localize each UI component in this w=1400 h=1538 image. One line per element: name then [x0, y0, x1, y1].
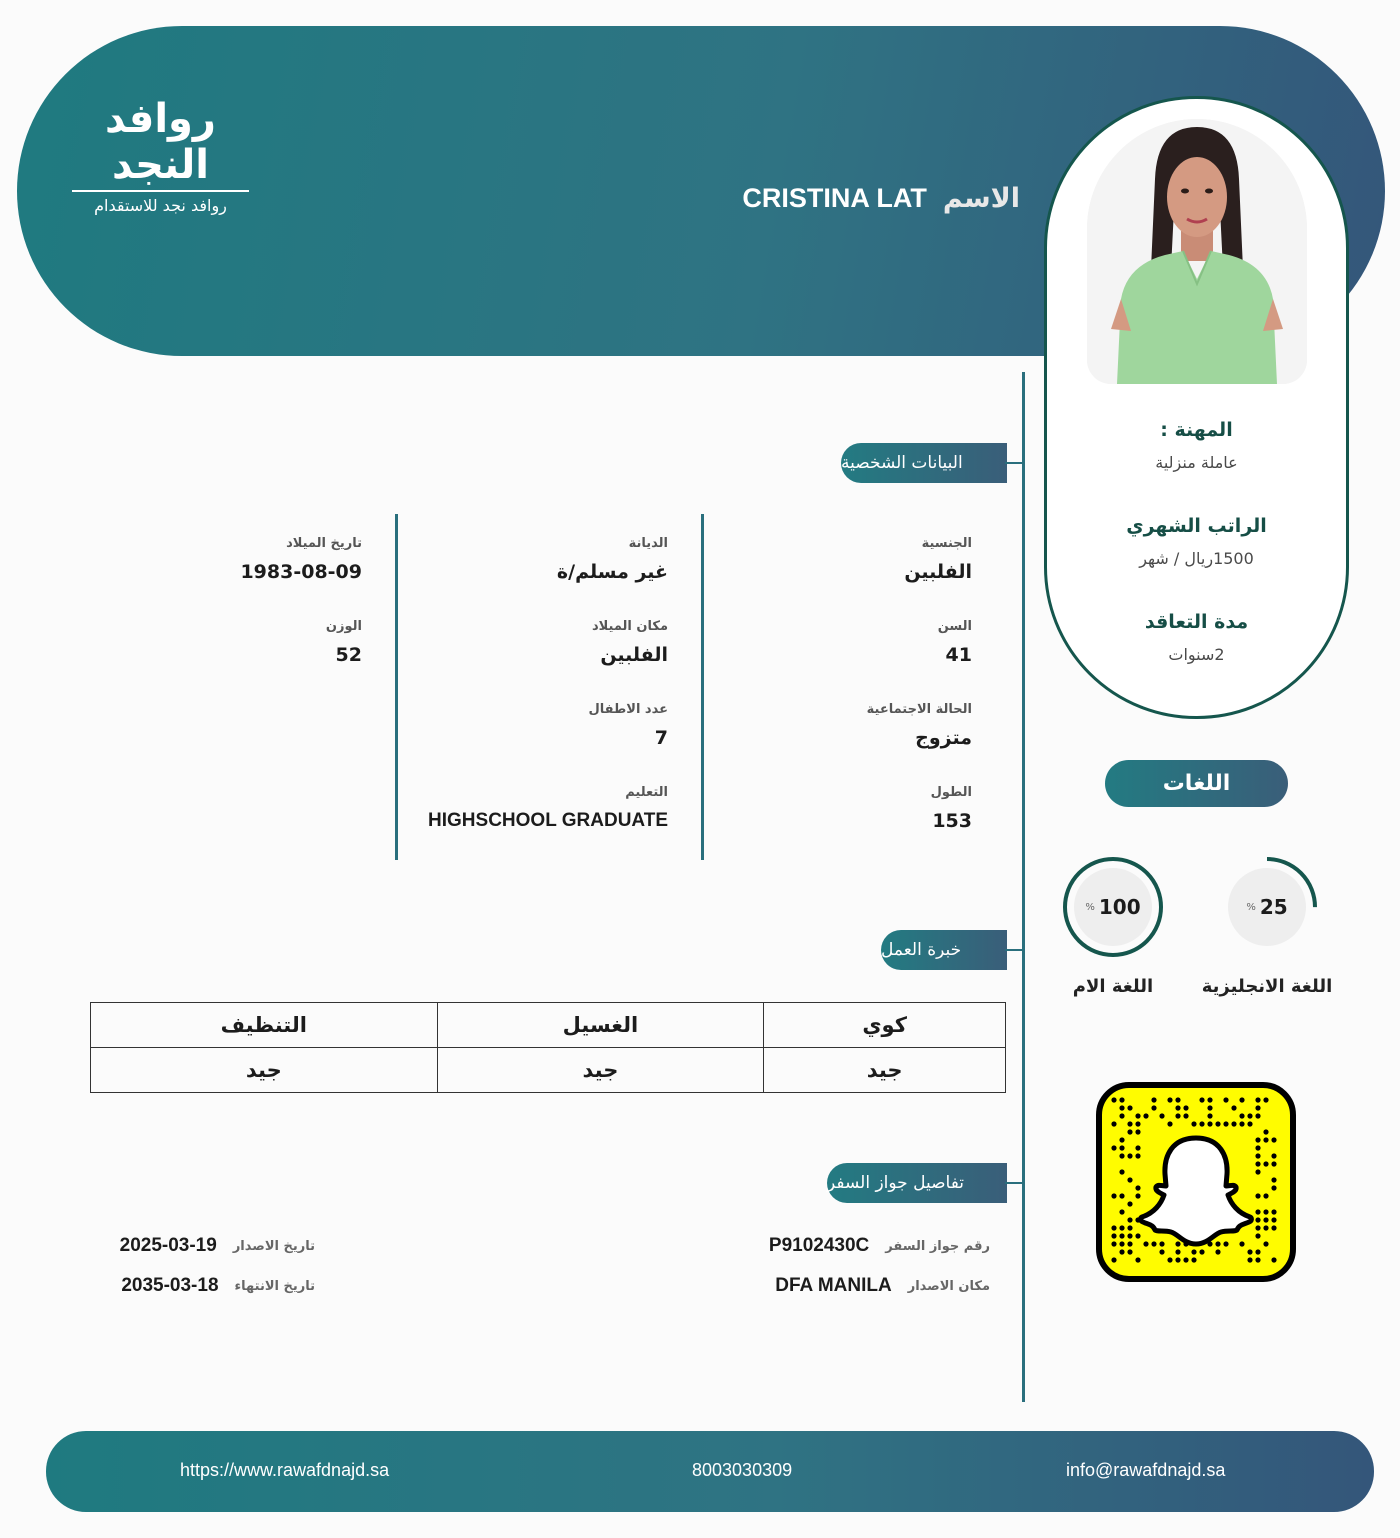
section-passport-details: تفاصيل جواز السفر [827, 1163, 1007, 1203]
snapcode-dot [1255, 1105, 1260, 1110]
candidate-name-row [600, 178, 1020, 218]
snapcode-dot [1271, 1209, 1276, 1214]
snapcode-dot [1135, 1233, 1140, 1238]
language-gauge-english [1216, 856, 1318, 958]
snapcode-dot [1255, 1161, 1260, 1166]
snapcode-dot [1223, 1097, 1228, 1102]
snapcode-dot [1127, 1105, 1132, 1110]
religion-value: غير مسلم/ة [556, 561, 668, 583]
footer-email-link[interactable]: info@rawafdnajd.sa [1066, 1460, 1226, 1480]
snapcode-dot [1135, 1121, 1140, 1126]
profile-card [1044, 96, 1349, 719]
snapcode-dot [1215, 1241, 1220, 1246]
field-height [931, 785, 972, 832]
snapcode-dot [1111, 1225, 1116, 1230]
field-education [428, 785, 668, 832]
snapcode-dot [1127, 1241, 1132, 1246]
percent-sign: % [1085, 901, 1095, 913]
snapcode-dot [1111, 1193, 1116, 1198]
skill-level: جيد [437, 1048, 764, 1093]
snapcode-dot [1119, 1153, 1124, 1158]
snapcode-dot [1135, 1257, 1140, 1262]
snapcode-dot [1255, 1097, 1260, 1102]
snapcode-dot [1119, 1097, 1124, 1102]
snapcode-dot [1143, 1113, 1148, 1118]
snapcode-dot [1127, 1217, 1132, 1222]
snapcode-dot [1207, 1121, 1212, 1126]
skills-header-row [91, 1003, 1006, 1048]
snapcode-dot [1255, 1257, 1260, 1262]
snapcode-dot [1207, 1105, 1212, 1110]
snapcode-dot [1255, 1225, 1260, 1230]
snapcode-dot [1247, 1249, 1252, 1254]
snapcode-dot [1215, 1121, 1220, 1126]
passport-expiry-value: 2035-03-18 [121, 1275, 219, 1296]
snapcode-dot [1127, 1177, 1132, 1182]
snapcode-dot [1175, 1241, 1180, 1246]
snapcode-dot [1111, 1257, 1116, 1262]
snapcode-dot [1247, 1113, 1252, 1118]
snapcode-dot [1111, 1121, 1116, 1126]
snapcode-dot [1159, 1249, 1164, 1254]
weight-label: الوزن [325, 619, 362, 634]
nationality-label: الجنسية [921, 536, 972, 551]
education-label: التعليم [625, 785, 668, 800]
education-value: HIGHSCHOOL GRADUATE [428, 810, 668, 831]
native-level-value: 100 [1098, 895, 1141, 919]
connector [1005, 1182, 1023, 1184]
snapcode-dot [1119, 1209, 1124, 1214]
candidate-name: CRISTINA LAT [742, 182, 927, 213]
gauge-center [1074, 868, 1152, 946]
snapcode-dot [1255, 1153, 1260, 1158]
snapcode-dot [1191, 1121, 1196, 1126]
snapcode-dot [1263, 1161, 1268, 1166]
snapcode-dot [1255, 1233, 1260, 1238]
children-value: 7 [654, 727, 668, 749]
age-value: 41 [945, 644, 972, 666]
footer-phone[interactable]: 8003030309 [692, 1460, 793, 1480]
section-work-experience: خبرة العمل [881, 930, 1007, 970]
snapcode-dot [1255, 1209, 1260, 1214]
snapcode-dot [1271, 1161, 1276, 1166]
snapcode-dot [1175, 1257, 1180, 1262]
skills-table [90, 1002, 1006, 1093]
snapcode-dot [1127, 1225, 1132, 1230]
snapcode-dot [1111, 1145, 1116, 1150]
snapcode-dot [1143, 1241, 1148, 1246]
snapcode-dot [1255, 1137, 1260, 1142]
logo-mark: روافد النجد [105, 96, 216, 188]
field-marital-status [867, 702, 972, 749]
info-column-right [710, 514, 972, 860]
profession-label: المهنة : [1160, 419, 1233, 441]
passport-issue-place-row [775, 1273, 990, 1299]
connector [1005, 462, 1023, 464]
snapcode-dot [1175, 1113, 1180, 1118]
snapcode-dot [1255, 1193, 1260, 1198]
snapcode-dot [1207, 1113, 1212, 1118]
passport-issue-date-row [120, 1233, 315, 1259]
skill-header: التنظيف [91, 1003, 438, 1048]
profession-value: عاملة منزلية [1155, 453, 1238, 472]
snapcode-dot [1119, 1193, 1124, 1198]
profile-info [1047, 419, 1346, 707]
english-level-value: 25 [1259, 895, 1288, 919]
snapcode-dot [1135, 1113, 1140, 1118]
field-age [938, 619, 972, 666]
birthplace-label: مكان الميلاد [591, 619, 668, 634]
nationality-value: الفلبين [904, 561, 972, 583]
snapcode[interactable] [1096, 1082, 1296, 1282]
field-religion [557, 536, 668, 583]
snapcode-dot [1127, 1129, 1132, 1134]
snapcode-dot [1127, 1153, 1132, 1158]
snapcode-dot [1239, 1113, 1244, 1118]
snapcode-dot [1175, 1249, 1180, 1254]
snapcode-dot [1183, 1113, 1188, 1118]
column-divider [395, 514, 398, 860]
footer-website-link[interactable]: https://www.rawafdnajd.sa [180, 1460, 390, 1480]
skills-level-row [91, 1048, 1006, 1093]
snapcode-dot [1263, 1097, 1268, 1102]
snapcode-dot [1271, 1217, 1276, 1222]
snapcode-dot [1239, 1121, 1244, 1126]
passport-number-row [769, 1233, 990, 1259]
snapcode-dot [1255, 1217, 1260, 1222]
snapcode-dot [1263, 1193, 1268, 1198]
passport-issue-place-value: DFA MANILA [775, 1275, 892, 1296]
gauge-center [1228, 868, 1306, 946]
field-nationality [904, 536, 972, 583]
snapcode-dot [1167, 1097, 1172, 1102]
snapcode-dot [1199, 1121, 1204, 1126]
snapcode-dot [1263, 1209, 1268, 1214]
passport-issue-date-value: 2025-03-19 [119, 1235, 217, 1256]
english-language-label: اللغة الانجليزية [1201, 976, 1333, 997]
snapcode-dot [1175, 1097, 1180, 1102]
snapcode-dot [1119, 1233, 1124, 1238]
timeline-line [1022, 372, 1025, 1402]
snapcode-dot [1111, 1097, 1116, 1102]
passport-expiry-row [121, 1273, 315, 1299]
snapcode-dot [1271, 1153, 1276, 1158]
snapcode-dot [1135, 1153, 1140, 1158]
snapcode-dot [1127, 1121, 1132, 1126]
candidate-photo [1087, 119, 1307, 384]
snapcode-dot [1271, 1185, 1276, 1190]
snapcode-dot [1263, 1137, 1268, 1142]
field-children [589, 702, 669, 749]
snapcode-dot [1111, 1233, 1116, 1238]
age-label: السن [937, 619, 972, 634]
candidate-name-label: الاسم [942, 182, 1020, 214]
snapcode-dot [1119, 1169, 1124, 1174]
section-personal-data: البيانات الشخصية [841, 443, 1007, 483]
children-label: عدد الاطفال [588, 702, 668, 717]
snapcode-dot [1263, 1225, 1268, 1230]
snapcode-dot [1191, 1249, 1196, 1254]
skill-header: كوي [764, 1003, 1006, 1048]
contract-label: مدة التعاقد [1144, 611, 1249, 633]
snapcode-dot [1263, 1241, 1268, 1246]
snapcode-dot [1135, 1193, 1140, 1198]
field-birthdate [240, 536, 362, 583]
snapcode-dot [1239, 1241, 1244, 1246]
snapcode-dot [1159, 1241, 1164, 1246]
religion-label: الديانة [628, 536, 668, 551]
snapcode-dot [1263, 1217, 1268, 1222]
snapcode-dot [1271, 1137, 1276, 1142]
birthdate-label: تاريخ الميلاد [286, 536, 362, 551]
snapcode-dot [1183, 1105, 1188, 1110]
contract-value: 2سنوات [1168, 645, 1225, 664]
snapcode-dot [1207, 1097, 1212, 1102]
snapcode-dot [1119, 1113, 1124, 1118]
snapcode-dot [1255, 1249, 1260, 1254]
company-logo[interactable] [68, 96, 253, 215]
snapcode-dot [1247, 1121, 1252, 1126]
snapcode-dot [1119, 1249, 1124, 1254]
snapcode-dot [1223, 1241, 1228, 1246]
snapcode-dot [1239, 1097, 1244, 1102]
native-language-label: اللغة الام [1072, 976, 1154, 997]
snapcode-dot [1127, 1233, 1132, 1238]
snapcode-dot [1135, 1129, 1140, 1134]
height-value: 153 [932, 810, 972, 832]
skill-header: الغسيل [437, 1003, 764, 1048]
snapcode-dot [1271, 1177, 1276, 1182]
snapcode-dot [1119, 1225, 1124, 1230]
personal-info-grid [90, 514, 990, 860]
height-label: الطول [930, 785, 972, 800]
passport-number-value: P9102430C [768, 1235, 870, 1256]
snapcode-dot [1271, 1225, 1276, 1230]
snapcode-dot [1263, 1129, 1268, 1134]
snapcode-dot [1151, 1241, 1156, 1246]
snapcode-dot [1119, 1241, 1124, 1246]
percent-sign: % [1246, 901, 1256, 913]
logo-subtitle: روافد نجد للاستقدام [94, 196, 227, 215]
passport-number-label: رقم جواز السفر [885, 1238, 990, 1254]
info-column-left [210, 514, 362, 860]
languages-title: اللغات [1105, 760, 1288, 807]
salary-value: 1500ريال / شهر [1139, 549, 1254, 568]
footer-bar [46, 1431, 1374, 1512]
snapcode-dot [1255, 1113, 1260, 1118]
snapcode-dot [1111, 1241, 1116, 1246]
snapcode-dot [1175, 1105, 1180, 1110]
snapcode-dot [1223, 1121, 1228, 1126]
birthdate-value: 1983-08-09 [240, 561, 362, 583]
passport-issue-place-label: مكان الاصدار [907, 1278, 990, 1294]
info-column-middle [410, 514, 668, 860]
snapcode-dot [1119, 1105, 1124, 1110]
snapcode-dot [1215, 1249, 1220, 1254]
snapcode-dot [1127, 1249, 1132, 1254]
connector [1005, 949, 1023, 951]
field-birthplace [592, 619, 668, 666]
snapcode-dot [1119, 1145, 1124, 1150]
snapcode-dot [1255, 1169, 1260, 1174]
snapcode-dot [1167, 1257, 1172, 1262]
salary-label: الراتب الشهري [1126, 515, 1267, 537]
snapcode-dot [1247, 1257, 1252, 1262]
snapcode-dot [1199, 1249, 1204, 1254]
snapcode-dot [1151, 1097, 1156, 1102]
snapcode-dot [1183, 1257, 1188, 1262]
skill-level: جيد [91, 1048, 438, 1093]
snapcode-dot [1231, 1121, 1236, 1126]
column-divider [701, 514, 704, 860]
marital-value: متزوج [915, 727, 972, 749]
passport-issue-date-label: تاريخ الاصدار [232, 1238, 315, 1254]
passport-expiry-label: تاريخ الانتهاء [234, 1278, 315, 1294]
snapcode-dot [1255, 1145, 1260, 1150]
snapcode-dot [1167, 1121, 1172, 1126]
snapcode-dot [1159, 1113, 1164, 1118]
language-gauge-native [1062, 856, 1164, 958]
field-weight [326, 619, 362, 666]
snapcode-dot [1191, 1257, 1196, 1262]
birthplace-value: الفلبين [600, 644, 668, 666]
weight-value: 52 [335, 644, 362, 666]
snapcode-dot [1127, 1201, 1132, 1206]
snapcode-dot [1151, 1105, 1156, 1110]
snapcode-dot [1119, 1137, 1124, 1142]
marital-label: الحالة الاجتماعية [866, 702, 972, 717]
skill-level: جيد [764, 1048, 1006, 1093]
logo-divider [72, 190, 249, 192]
snapcode-dot [1231, 1105, 1236, 1110]
snapcode-dot [1199, 1097, 1204, 1102]
snapcode-dot [1135, 1145, 1140, 1150]
snapcode-dot [1271, 1257, 1276, 1262]
snapcode-dot [1135, 1185, 1140, 1190]
